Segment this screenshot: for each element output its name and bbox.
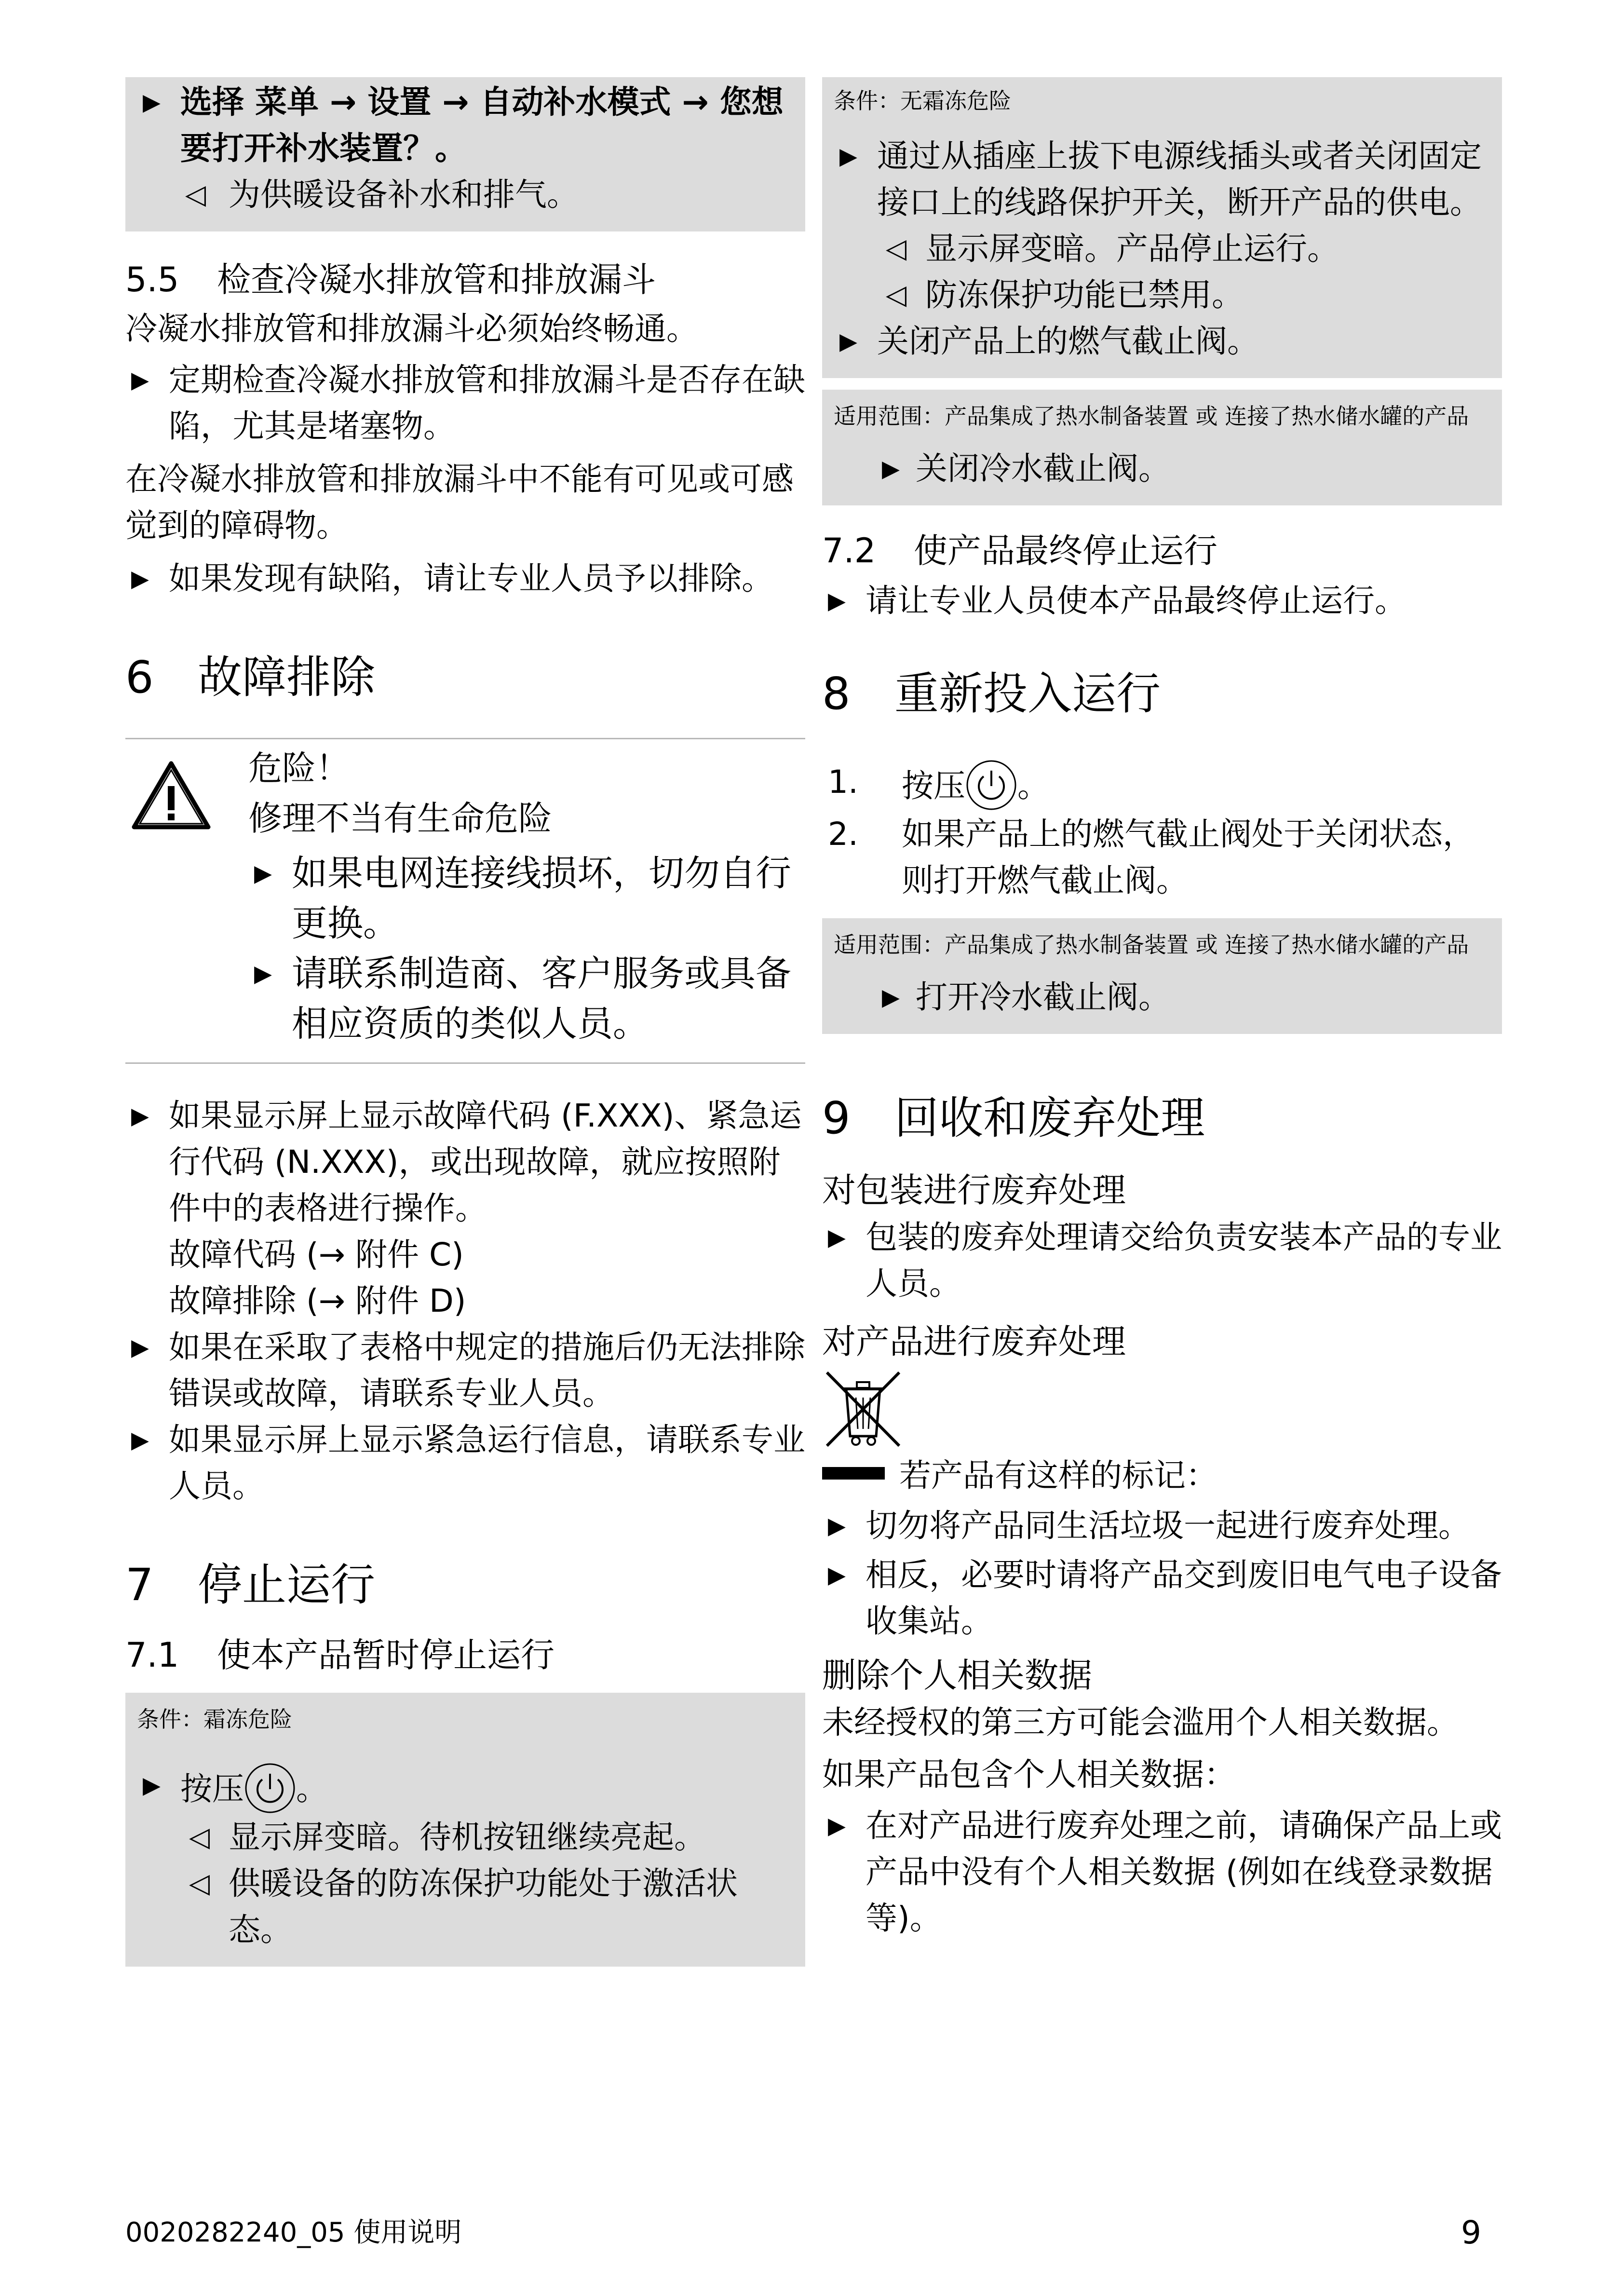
condition-label: 条件：无霜冻危险 <box>834 88 1011 114</box>
paragraph: 未经授权的第三方可能会滥用个人相关数据。 <box>822 1704 1459 1741</box>
paragraph: 冷凝水排放管和排放漏斗必须始终畅通。 <box>125 310 698 347</box>
bullet-arrow-icon: ▶ <box>828 1512 846 1539</box>
frost-condition-box <box>125 1693 805 1967</box>
subheading: 对产品进行废弃处理 <box>822 1322 1126 1361</box>
footer-doc-id: 0020282240_05 使用说明 <box>125 2217 462 2248</box>
bullet-arrow-icon: ▶ <box>131 367 149 394</box>
bullet-arrow-icon: ▶ <box>882 455 900 482</box>
result-arrow-icon: ◁ <box>886 279 907 311</box>
instruction-item: ▶ 通过从插座上拔下电源线插头或者关闭固定接口上的线路保护开关，断开产品的供电。 <box>834 133 1490 226</box>
scope-label: 适用范围：产品集成了热水制备装置 或 连接了热水储水罐的产品 <box>834 932 1469 958</box>
reference-line: 故障代码 (→ 附件 C) <box>169 1236 464 1273</box>
chapter-heading: 9 回收和废弃处理 <box>822 1092 1205 1144</box>
paragraph: 如果产品包含个人相关数据： <box>822 1756 1236 1793</box>
reference-line: 故障排除 (→ 附件 D) <box>169 1282 466 1319</box>
instruction-item: ▶ 如果电网连接线损坏，切勿自行更换。 <box>248 848 805 949</box>
right-column <box>822 77 1502 1942</box>
scope-box <box>822 918 1502 1034</box>
danger-label: 危险！ <box>248 748 350 788</box>
no-frost-condition-box <box>822 77 1502 378</box>
subheading: 删除个人相关数据 <box>822 1656 1092 1695</box>
result-item: ◁ 防冻保护功能已禁用。 <box>834 272 1490 318</box>
bullet-arrow-icon: ▶ <box>143 1772 161 1799</box>
instruction-item: ▶ 切勿将产品同生活垃圾一起进行废弃处理。 <box>822 1503 1502 1549</box>
bullet-arrow-icon: ▶ <box>828 587 846 614</box>
result-item: ◁ 显示屏变暗。待机按钮继续亮起。 <box>137 1814 794 1861</box>
bullet-arrow-icon: ▶ <box>131 1334 149 1361</box>
result-arrow-icon: ◁ <box>189 1868 210 1899</box>
subheading: 对包装进行废弃处理 <box>822 1170 1126 1210</box>
scope-label: 适用范围：产品集成了热水制备装置 或 连接了热水储水罐的产品 <box>834 403 1469 429</box>
instruction-item: ▶ 如果发现有缺陷，请让专业人员予以排除。 <box>125 556 805 602</box>
instruction-item: ▶ 如果在采取了表格中规定的措施后仍无法排除错误或故障，请联系专业人员。 <box>125 1324 805 1417</box>
warning-triangle-icon <box>130 760 212 832</box>
instruction-item: ▶ 在对产品进行废弃处理之前，请确保产品上或产品中没有个人相关数据 (例如在线登录数据等)。 <box>822 1803 1502 1942</box>
bullet-arrow-icon: ▶ <box>131 1102 149 1129</box>
result-arrow-icon: ◁ <box>189 1821 210 1853</box>
section-heading: 7.1 使本产品暂时停止运行 <box>125 1635 555 1675</box>
danger-warning <box>125 738 805 1064</box>
section-heading: 5.5 检查冷凝水排放管和排放漏斗 <box>125 260 656 299</box>
weee-mark-line: 若产品有这样的标记： <box>822 1453 1502 1499</box>
bullet-arrow-icon: ▶ <box>839 328 857 355</box>
bullet-arrow-icon: ▶ <box>828 1812 846 1839</box>
bullet-arrow-icon: ▶ <box>828 1224 846 1251</box>
instruction-item: ▶ 关闭产品上的燃气截止阀。 <box>834 318 1490 365</box>
danger-title: 修理不当有生命危险 <box>248 799 552 838</box>
instruction-item: ▶ 包装的废弃处理请交给负责安装本产品的专业人员。 <box>822 1214 1502 1307</box>
instruction-item: ▶ 如果显示屏上显示紧急运行信息，请联系专业人员。 <box>125 1417 805 1509</box>
condition-label: 条件：霜冻危险 <box>137 1706 292 1732</box>
danger-body <box>248 743 805 1049</box>
power-button-icon <box>965 759 1017 811</box>
result-item: ◁ 显示屏变暗。产品停止运行。 <box>834 226 1490 272</box>
instruction-item: ▶ 关闭冷水截止阀。 <box>834 446 1490 492</box>
numbered-step: 2. 如果产品上的燃气截止阀处于关闭状态，则打开燃气截止阀。 <box>828 815 1474 899</box>
bullet-arrow-icon: ▶ <box>828 1562 846 1589</box>
result-item: ◁ 为供暖设备补水和排气。 <box>137 172 794 218</box>
power-button-icon <box>244 1762 296 1814</box>
result-arrow-icon: ◁ <box>886 233 907 264</box>
instruction-item: ▶ 按压 。 <box>137 1762 794 1814</box>
bullet-arrow-icon: ▶ <box>882 984 900 1011</box>
scope-box <box>822 390 1502 505</box>
instruction-item: ▶ 请让专业人员使本产品最终停止运行。 <box>822 578 1502 624</box>
instruction-item: ▶ 打开冷水截止阀。 <box>834 974 1490 1020</box>
bullet-arrow-icon: ▶ <box>839 143 857 170</box>
bullet-arrow-icon: ▶ <box>143 89 161 116</box>
black-bar-mark <box>822 1467 885 1480</box>
bullet-arrow-icon: ▶ <box>131 565 149 592</box>
instruction-item: ▶ 如果显示屏上显示故障代码 (F.XXX)、紧急运行代码 (N.XXX)，或出现故障，就应按照附件中的表格进行操作。 <box>125 1093 805 1232</box>
instruction-item: ▶ 请联系制造商、客户服务或具备相应资质的类似人员。 <box>248 949 805 1049</box>
bullet-arrow-icon: ▶ <box>131 1427 149 1454</box>
instruction-item: ▶ 选择 菜单 → 设置 → 自动补水模式 → 您想要打开补水装置？。 <box>137 79 794 172</box>
chapter-heading: 8 重新投入运行 <box>822 668 1161 720</box>
page-number: 9 <box>1461 2214 1481 2251</box>
bullet-arrow-icon: ▶ <box>254 960 272 987</box>
result-item: ◁ 供暖设备的防冻保护功能处于激活状态。 <box>137 1861 794 1953</box>
instruction-item: ▶ 相反，必要时请将产品交到废旧电气电子设备收集站。 <box>822 1552 1502 1644</box>
bullet-arrow-icon: ▶ <box>254 860 272 887</box>
section-heading: 7.2 使产品最终停止运行 <box>822 531 1217 571</box>
chapter-heading: 7 停止运行 <box>125 1559 376 1611</box>
paragraph: 在冷凝水排放管和排放漏斗中不能有可见或可感觉到的障碍物。 <box>125 461 794 544</box>
autofill-step-box <box>125 77 805 231</box>
result-arrow-icon: ◁ <box>185 179 206 210</box>
chapter-heading: 6 故障排除 <box>125 652 376 703</box>
left-column <box>125 77 805 1967</box>
instruction-item: ▶ 定期检查冷凝水排放管和排放漏斗是否存在缺陷，尤其是堵塞物。 <box>125 357 805 449</box>
crossed-bin-weee-icon <box>822 1369 904 1451</box>
numbered-step: 1. 按压 。 <box>822 759 1502 811</box>
